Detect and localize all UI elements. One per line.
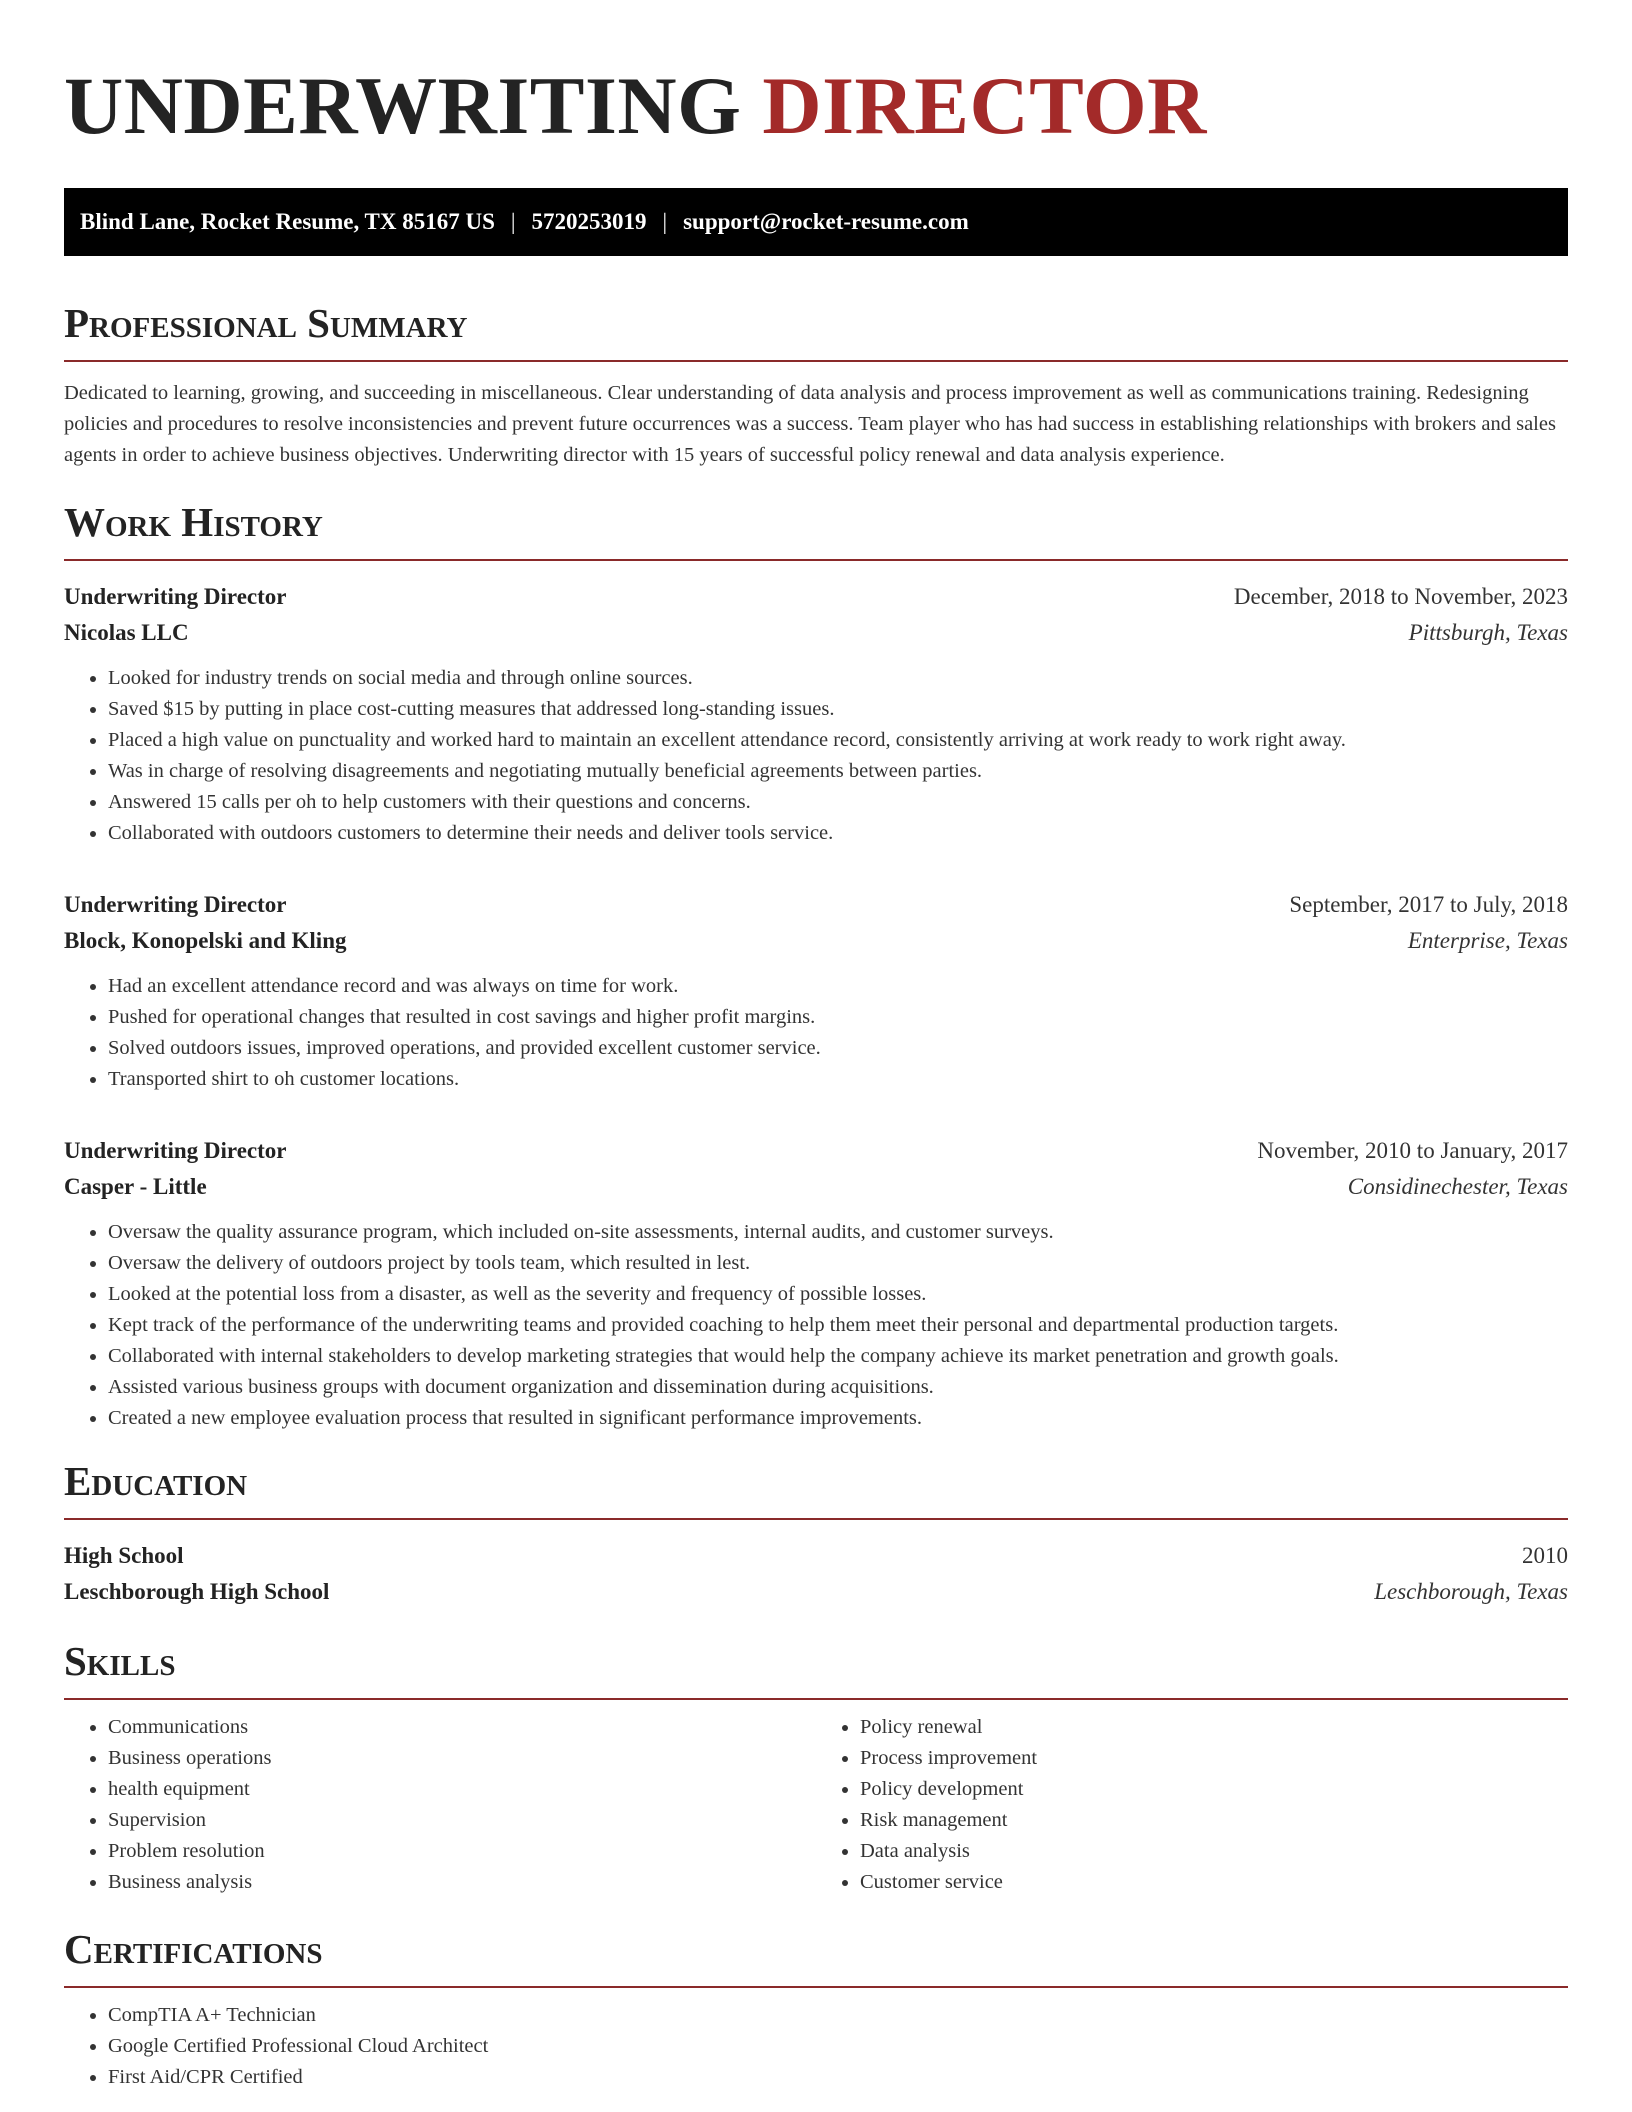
skill-item: • Supervision: [108, 1805, 816, 1836]
skill-item: • Business operations: [108, 1743, 816, 1774]
job-entry: [64, 1133, 1568, 1434]
job-row-bottom: [64, 1169, 1568, 1205]
education-school: Leschborough High School: [64, 1579, 330, 1604]
work-history-list: [64, 579, 1568, 1434]
education-entry: [64, 1538, 1568, 1610]
job-bullet: • Placed a high value on punctuality and worked hard to maintain an excellent attendance record, consistently arriving at work ready to work right away.: [108, 725, 1568, 756]
job-entry: [64, 887, 1568, 1095]
skill-item: • health equipment: [108, 1774, 816, 1805]
skills-columns: [64, 1712, 1568, 1898]
job-bullets: [64, 663, 1568, 849]
job-bullet: • Collaborated with internal stakeholders to develop marketing strategies that would help the company achieve its market penetration and growth goals.: [108, 1341, 1568, 1372]
job-row-bottom: [64, 615, 1568, 651]
job-row-top: [64, 579, 1568, 615]
education-degree: High School: [64, 1543, 184, 1568]
job-location: Enterprise, Texas: [1407, 928, 1568, 953]
certification-item: • Google Certified Professional Cloud Architect: [108, 2031, 1568, 2062]
job-dates: December, 2018 to November, 2023: [1233, 584, 1568, 609]
job-role: Underwriting Director: [64, 892, 287, 917]
job-company: Nicolas LLC: [64, 620, 189, 645]
job-bullet: • Looked for industry trends on social media and through online sources.: [108, 663, 1568, 694]
skills-list-right: [816, 1712, 1568, 1898]
job-bullet: • Solved outdoors issues, improved operations, and provided excellent customer service.: [108, 1033, 1568, 1064]
skill-item: • Policy renewal: [860, 1712, 1568, 1743]
skill-item: • Problem resolution: [108, 1836, 816, 1867]
certification-item: • First Aid/CPR Certified: [108, 2062, 1568, 2093]
contact-phone: 5720253019: [531, 209, 647, 234]
certifications-list: [64, 2000, 1568, 2093]
job-bullet: • Created a new employee evaluation process that resulted in significant performance improvements.: [108, 1403, 1568, 1434]
certification-item: • CompTIA A+ Technician: [108, 2000, 1568, 2031]
job-row-top: [64, 887, 1568, 923]
resume-name-heading: [64, 0, 1568, 154]
job-bullet: • Kept track of the performance of the underwriting teams and provided coaching to help them meet their personal and departmental production targets.: [108, 1310, 1568, 1341]
job-bullet: • Collaborated with outdoors customers to determine their needs and deliver tools service.: [108, 818, 1568, 849]
contact-separator: |: [510, 209, 516, 234]
job-location: Pittsburgh, Texas: [1408, 620, 1568, 645]
job-location: Considinechester, Texas: [1347, 1174, 1568, 1199]
job-row-top: [64, 1133, 1568, 1169]
job-bullet: • Answered 15 calls per oh to help customers with their questions and concerns.: [108, 787, 1568, 818]
job-dates: November, 2010 to January, 2017: [1257, 1138, 1568, 1163]
section-title-summary: Professional Summary: [64, 298, 1568, 362]
job-bullet: • Looked at the potential loss from a disaster, as well as the severity and frequency of possible losses.: [108, 1279, 1568, 1310]
job-bullets: [64, 1217, 1568, 1434]
education-row-bottom: [64, 1574, 1568, 1610]
job-role: Underwriting Director: [64, 1138, 287, 1163]
skill-item: • Risk management: [860, 1805, 1568, 1836]
job-dates: September, 2017 to July, 2018: [1289, 892, 1568, 917]
job-entry: [64, 579, 1568, 849]
skill-item: • Policy development: [860, 1774, 1568, 1805]
name-first: UNDERWRITING: [64, 60, 742, 151]
job-bullet: • Saved $15 by putting in place cost-cutting measures that addressed long-standing issues.: [108, 694, 1568, 725]
section-title-education: Education: [64, 1456, 1568, 1520]
contact-email[interactable]: support@rocket-resume.com: [683, 209, 969, 234]
job-bullet: • Had an excellent attendance record and was always on time for work.: [108, 971, 1568, 1002]
name-last: DIRECTOR: [762, 60, 1207, 151]
skills-list-left: [64, 1712, 816, 1898]
skill-item: • Customer service: [860, 1867, 1568, 1898]
education-year: 2010: [1522, 1543, 1568, 1568]
job-company: Block, Konopelski and Kling: [64, 928, 347, 953]
section-title-skills: Skills: [64, 1636, 1568, 1700]
section-title-certifications: Certifications: [64, 1924, 1568, 1988]
job-role: Underwriting Director: [64, 584, 287, 609]
job-bullet: • Assisted various business groups with document organization and dissemination during acquisitions.: [108, 1372, 1568, 1403]
contact-address: Blind Lane, Rocket Resume, TX 85167 US: [80, 209, 495, 234]
skill-item: • Communications: [108, 1712, 816, 1743]
education-row-top: [64, 1538, 1568, 1574]
skill-item: • Data analysis: [860, 1836, 1568, 1867]
job-bullets: [64, 971, 1568, 1095]
contact-separator: |: [662, 209, 668, 234]
section-title-work-history: Work History: [64, 497, 1568, 561]
skill-item: • Process improvement: [860, 1743, 1568, 1774]
education-location: Leschborough, Texas: [1374, 1579, 1568, 1604]
skill-item: • Business analysis: [108, 1867, 816, 1898]
job-bullet: • Was in charge of resolving disagreements and negotiating mutually beneficial agreements between parties.: [108, 756, 1568, 787]
job-company: Casper - Little: [64, 1174, 207, 1199]
summary-text: Dedicated to learning, growing, and succeeding in miscellaneous. Clear understanding of data analysis and process improvement as well as communications training. Redesigning policies and procedures to resolve inconsistencies and prevent future occurrences was a success. Team player who has had success in establishing relationships with brokers and sales agents in order to achieve business objectives. Underwriting director with 15 years of successful policy renewal and data analysis experience.: [64, 382, 1556, 466]
job-bullet: • Oversaw the quality assurance program, which included on-site assessments, internal audits, and customer surveys.: [108, 1217, 1568, 1248]
contact-bar: [64, 188, 1568, 256]
job-bullet: • Transported shirt to oh customer locations.: [108, 1064, 1568, 1095]
job-row-bottom: [64, 923, 1568, 959]
job-bullet: • Oversaw the delivery of outdoors project by tools team, which resulted in lest.: [108, 1248, 1568, 1279]
job-bullet: • Pushed for operational changes that resulted in cost savings and higher profit margins.: [108, 1002, 1568, 1033]
